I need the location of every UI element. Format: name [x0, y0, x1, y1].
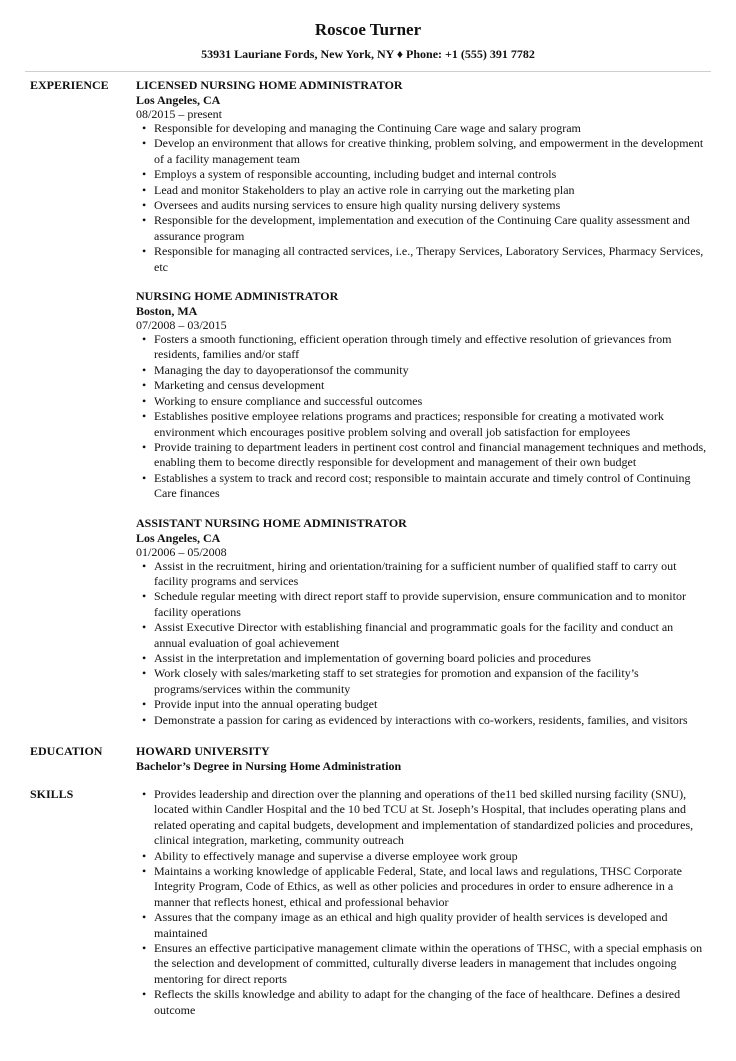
job-bullets	[136, 332, 708, 501]
degree: Bachelor’s Degree in Nursing Home Administration	[136, 759, 402, 773]
job-title: LICENSED NURSING HOME ADMINISTRATOR	[136, 78, 403, 92]
bullet-item: • Work closely with sales/marketing staff to set strategies for promotion and expansion of the facility’s programs/services within the community	[136, 666, 708, 697]
bullet-item: • Provide training to department leaders in pertinent cost control and financial management techniques and methods, enabling them to become directly responsible for development and management of their own budget	[136, 440, 708, 471]
candidate-name: Roscoe Turner	[314, 20, 422, 39]
bullet-item: • Establishes a system to track and record cost; responsible to maintain accurate and timely control of Continuing Care finances	[136, 471, 708, 502]
job-dates: 07/2008 – 03/2015	[136, 318, 227, 333]
job-location: Boston, MA	[136, 304, 198, 319]
school-name: HOWARD UNIVERSITY	[136, 744, 270, 758]
bullet-item: • Demonstrate a passion for caring as evidenced by interactions with co-workers, residents, families, and visitors	[136, 713, 708, 728]
skills-body	[136, 787, 708, 1018]
bullet-item: • Fosters a smooth functioning, efficient operation through timely and effective resolution of grievances from residents, families and/or staff	[136, 332, 708, 363]
bullet-item: • Oversees and audits nursing services to ensure high quality nursing delivery systems	[136, 198, 708, 213]
job-title: NURSING HOME ADMINISTRATOR	[136, 289, 339, 304]
bullet-item: • Lead and monitor Stakeholders to play an active role in carrying out the marketing plan	[136, 183, 708, 198]
bullet-item: • Assures that the company image as an ethical and high quality provider of health services is developed and maintained	[136, 910, 708, 941]
bullet-item: • Assist in the recruitment, hiring and orientation/training for a sufficient number of qualified staff to carry out facility programs and services	[136, 559, 708, 590]
bullet-item: • Assist Executive Director with establishing financial and programmatic goals for the facility and conduct an annual evaluation of goal achievement	[136, 620, 708, 651]
bullet-item: • Establishes positive employee relations programs and practices; responsible for creating a motivated work environment which encourages positive problem solving and overall job satisfaction for employees	[136, 409, 708, 440]
job-title: ASSISTANT NURSING HOME ADMINISTRATOR	[136, 515, 407, 530]
job-entry	[136, 516, 708, 728]
job-bullets	[136, 121, 708, 275]
experience-section	[0, 78, 736, 742]
bullet-item: • Responsible for managing all contracted services, i.e., Therapy Services, Laboratory Services, Pharmacy Services, etc	[136, 244, 708, 275]
section-label-experience: EXPERIENCE	[30, 78, 109, 92]
job-location: Los Angeles, CA	[136, 530, 221, 545]
bullet-item: • Ability to effectively manage and supervise a diverse employee work group	[136, 849, 708, 864]
education-section	[0, 744, 736, 774]
bullet-item: • Maintains a working knowledge of applicable Federal, State, and local laws and regulations, THSC Corporate Integrity Program, Code of Ethics, as well as other policies and procedures in order to ensure adherence in a manner that reflects honest, ethical and professional behavior	[136, 864, 708, 910]
bullet-item: • Marketing and census development	[136, 378, 708, 393]
experience-body	[136, 78, 708, 742]
bullet-item: • Provides leadership and direction over the planning and operations of the11 bed skilled nursing facility (SNU), located within Candler Hospital and the 10 bed TCU at St. Joseph’s Hospital, that includes operating plans and related operating and capital budgets, development and implementation of standardized policies and procedures, clinical integration, marketing, community outreach	[136, 787, 708, 849]
job-entry	[136, 289, 708, 501]
bullet-item: • Develop an environment that allows for creative thinking, problem solving, and empowerment in the development of a facility management team	[136, 136, 708, 167]
section-label-skills: SKILLS	[30, 787, 74, 801]
section-label-education: EDUCATION	[30, 744, 103, 758]
bullet-item: • Provide input into the annual operating budget	[136, 697, 708, 712]
contact-line: 53931 Lauriane Fords, New York, NY ♦ Phone: +1 (555) 391 7782	[201, 47, 535, 61]
skills-bullets	[136, 787, 708, 1018]
bullet-item: • Working to ensure compliance and successful outcomes	[136, 394, 708, 409]
bullet-item: • Reflects the skills knowledge and ability to adapt for the changing of the face of healthcare. Defines a desired outcome	[136, 987, 708, 1018]
bullet-item: • Schedule regular meeting with direct report staff to provide supervision, ensure communication and to monitor facility operations	[136, 589, 708, 620]
job-location: Los Angeles, CA	[136, 93, 221, 107]
header-divider	[25, 71, 711, 72]
bullet-item: • Responsible for developing and managing the Continuing Care wage and salary program	[136, 121, 708, 136]
job-dates: 01/2006 – 05/2008	[136, 544, 227, 559]
education-body	[136, 744, 708, 774]
resume-header	[0, 0, 736, 72]
bullet-item: • Managing the day to dayoperationsof the community	[136, 363, 708, 378]
bullet-item: • Responsible for the development, implementation and execution of the Continuing Care quality assessment and assurance program	[136, 213, 708, 244]
skills-section	[0, 787, 736, 1018]
bullet-item: • Employs a system of responsible accounting, including budget and internal controls	[136, 167, 708, 182]
bullet-item: • Assist in the interpretation and implementation of governing board policies and procedures	[136, 651, 708, 666]
bullet-item: • Ensures an effective participative management climate within the operations of THSC, with a special emphasis on the selection and development of committed, culturally diverse leaders in management that includes ongoing mentoring for direct reports	[136, 941, 708, 987]
job-dates: 08/2015 – present	[136, 107, 222, 121]
job-bullets	[136, 559, 708, 728]
job-entry	[136, 78, 708, 275]
